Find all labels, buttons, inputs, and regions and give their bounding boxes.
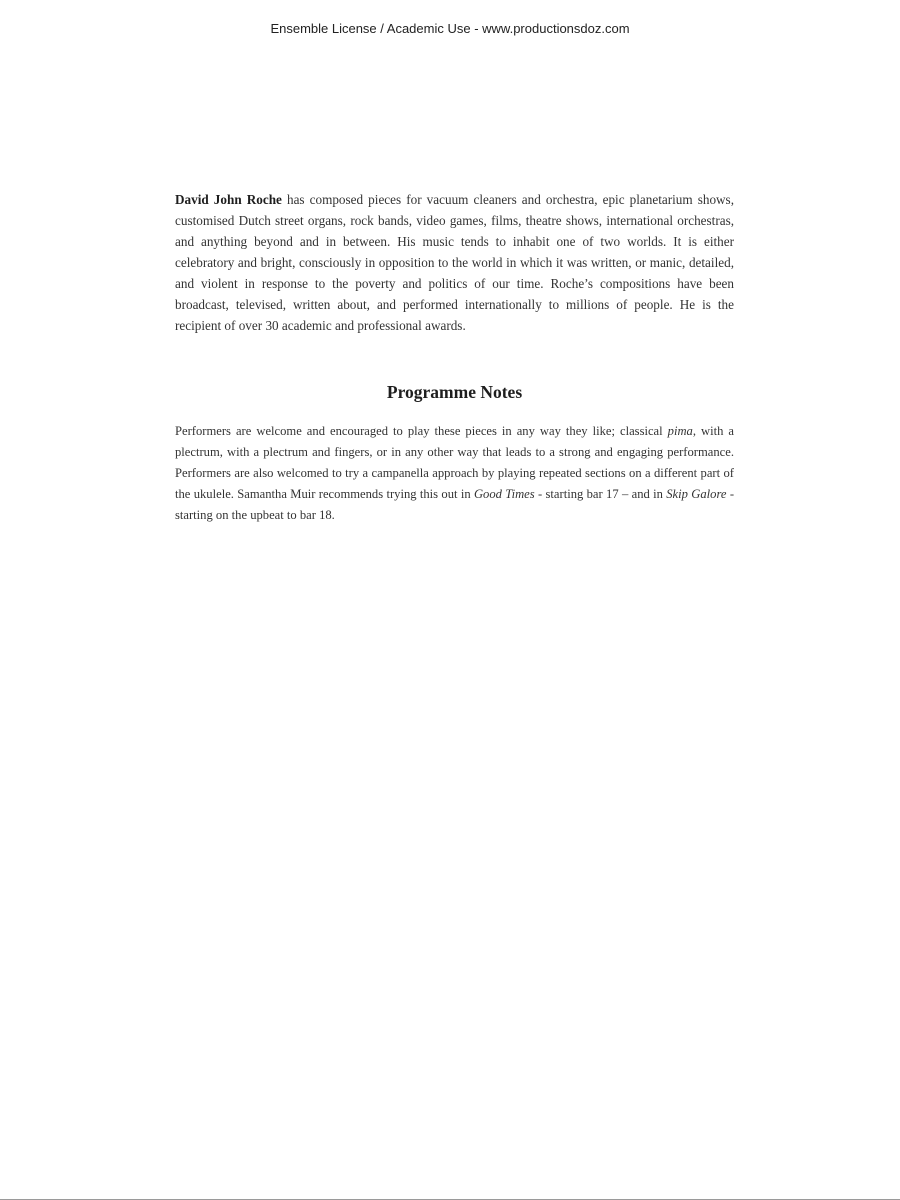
piece-title-good-times: Good Times — [473, 487, 535, 501]
notes-text-part3: - starting bar 17 – and in — [534, 487, 667, 501]
page-content — [175, 189, 734, 526]
license-header: Ensemble License / Academic Use - www.productionsdoz.com — [270, 21, 630, 36]
programme-notes-title: Programme Notes — [386, 382, 523, 402]
notes-text-part4: - starting on the upbeat to bar 18. — [175, 487, 735, 522]
notes-text-part2: , with a plectrum, with a plectrum and fingers, or in any other way that leads to a strong and engaging performance. Performers are also welcomed to try a campanella approach by playing repeated sections on a different part of the ukulele. Samantha Muir recommends trying this out in — [175, 424, 734, 501]
pima-term: pima — [667, 424, 693, 438]
piece-title-skip-galore: Skip Galore — [666, 487, 727, 501]
notes-text-part1: Performers are welcome and encouraged to play these pieces in any way they like; classical — [175, 424, 668, 438]
composer-biography — [175, 189, 734, 336]
programme-notes-text — [175, 421, 734, 526]
composer-name: David John Roche — [175, 192, 282, 207]
biography-text: has composed pieces for vacuum cleaners and orchestra, epic planetarium shows, customised Dutch street organs, rock bands, video games, films, theatre shows, international orchestras, and anything beyond and in between. His music tends to inhabit one of two worlds. It is either celebratory and bright, consciously in opposition to the world in which it was written, or manic, detailed, and violent in response to the poverty and politics of our time. Roche’s compositions have been broadcast, televised, written about, and performed internationally to millions of people. He is the recipient of over 30 academic and professional awards. — [175, 192, 734, 333]
